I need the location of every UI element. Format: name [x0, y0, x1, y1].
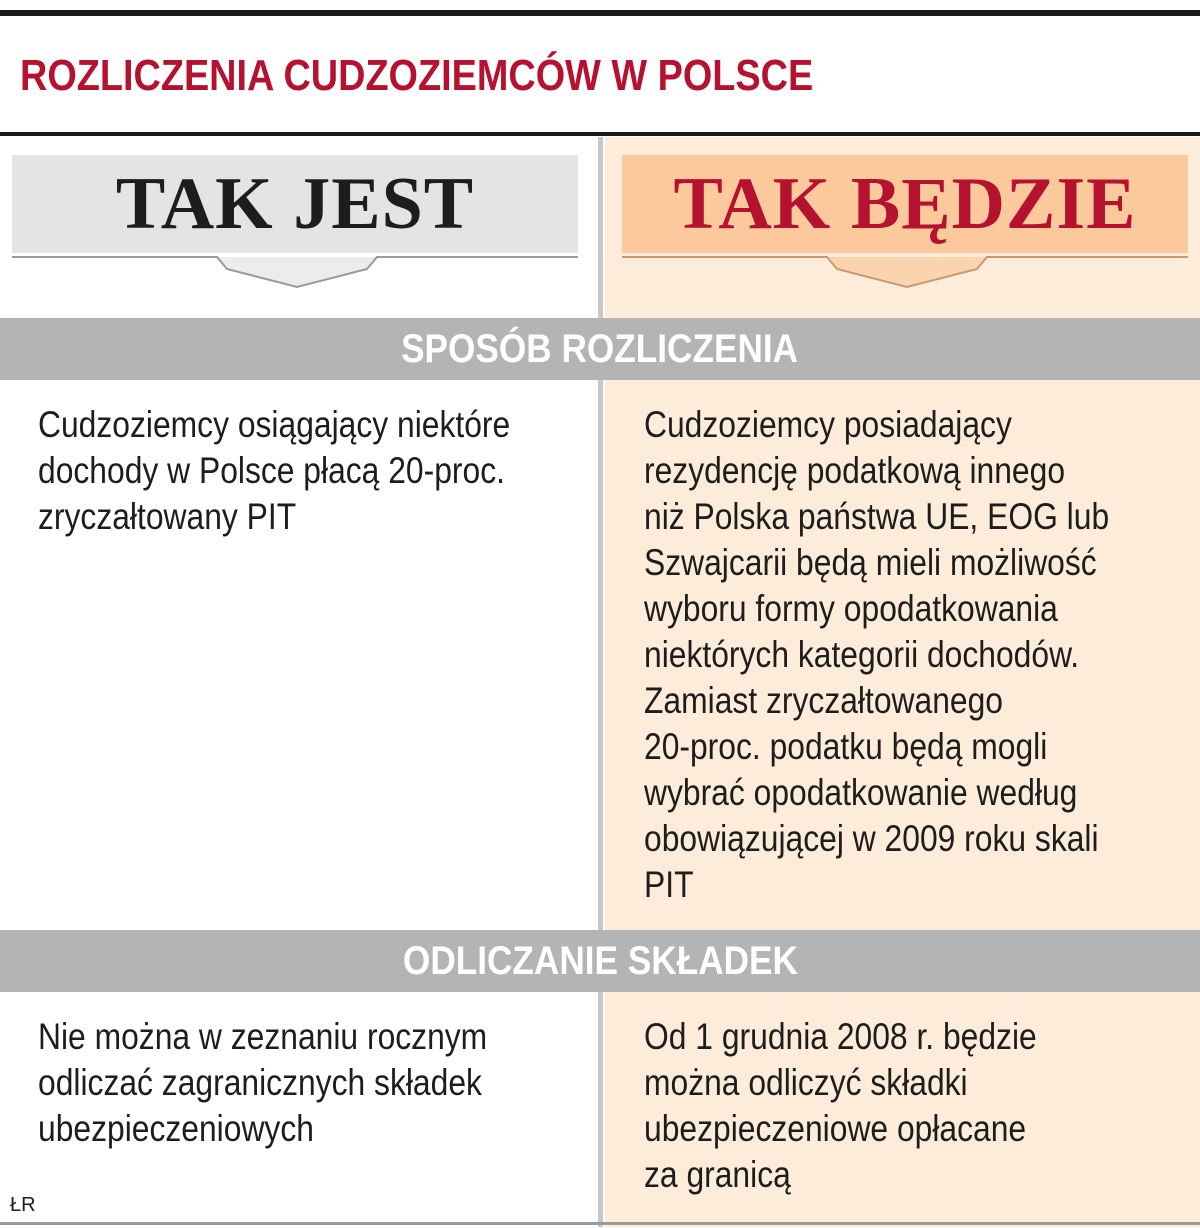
section-heading-contributions: [0, 930, 1200, 992]
column-header-current: TAK JEST: [12, 155, 578, 253]
contributions-future-text: Od 1 grudnia 2008 r. będzie można odliczyć składki ubezpieczeniowe opłacane za granicą: [644, 1016, 1037, 1195]
contributions-current-text: Nie można w zeznaniu rocznym odliczać zagranicznych składek ubezpieczeniowych: [38, 1016, 488, 1149]
title-rule: [0, 132, 1200, 136]
section-heading-settlement: [0, 318, 1200, 380]
down-arrow-icon: [12, 253, 578, 293]
top-rule: [0, 10, 1200, 16]
source-credit: ŁR: [10, 1194, 36, 1216]
settlement-future-text: Cudzoziemcy posiadający rezydencję podatkową innego niż Polska państwa UE, EOG lub Szwajcarii będą mieli możliwość wyboru formy opodatkowania niektórych kategorii dochodów. Zamiast zryczałtowanego 20-proc. podatku będą mogli wybrać opodatkowanie według obowiązującej w 2009 roku skali PIT: [644, 404, 1110, 905]
down-arrow-icon: [622, 253, 1188, 293]
settlement-current-text: Cudzoziemcy osiągający niektóre dochody w Polsce płacą 20-proc. zryczałtowany PIT: [38, 404, 511, 537]
section-heading-text: ODLICZANIE SKŁADEK: [402, 938, 798, 983]
section-heading-text: SPOSÓB ROZLICZENIA: [401, 326, 799, 371]
column-header-future: TAK BĘDZIE: [622, 155, 1188, 253]
page-title: ROZLICZENIA CUDZOZIEMCÓW W POLSCE: [20, 51, 814, 100]
bottom-rule: [0, 1222, 1200, 1225]
